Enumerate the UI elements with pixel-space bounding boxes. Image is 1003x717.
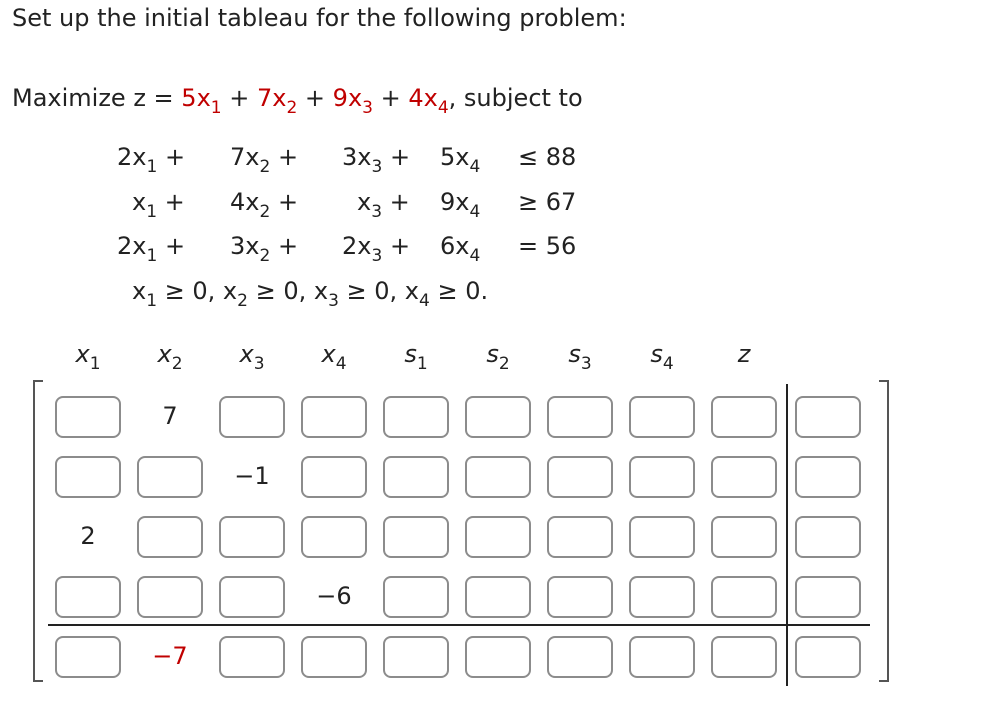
constraint-2-term-3: $x_3$ + <box>357 188 410 222</box>
constraint-2-rhs: ≥ 67 <box>518 188 577 216</box>
tableau-input-r4c5[interactable] <box>465 636 531 678</box>
objective-suffix: , subject to <box>448 84 583 112</box>
obj-term-1-sub: 1 <box>210 98 222 118</box>
constraint-2-term-4: $9x_4$ <box>440 188 481 222</box>
constraint-2-term-2: $4x_2$ + <box>230 188 299 222</box>
constraint-1-term-3: $3x_3$ + <box>342 143 411 177</box>
obj-term-1: 5x <box>181 84 211 112</box>
tableau-input-r3c8[interactable] <box>711 576 777 618</box>
tableau-input-r3c2[interactable] <box>219 576 285 618</box>
obj-sep-1: + <box>221 84 257 112</box>
tableau-input-r4c7[interactable] <box>629 636 695 678</box>
given-value-r2c0: 2 <box>80 522 96 550</box>
tableau-input-r0c5[interactable] <box>465 396 531 438</box>
constraint-1-rhs: ≤ 88 <box>518 143 577 171</box>
tableau-input-r0c3[interactable] <box>301 396 367 438</box>
header-z: z <box>737 340 751 368</box>
tableau-input-r3c4[interactable] <box>383 576 449 618</box>
constraint-3-term-4: $6x_4$ <box>440 232 481 266</box>
tableau-input-r2c2[interactable] <box>219 516 285 558</box>
tableau-input-r2c4[interactable] <box>383 516 449 558</box>
tableau-input-r1c3[interactable] <box>301 456 367 498</box>
constraint-1-term-2: $7x_2$ + <box>230 143 299 177</box>
tableau-input-r4c0[interactable] <box>55 636 121 678</box>
tableau-input-r1c1[interactable] <box>137 456 203 498</box>
tableau-input-r0c9[interactable] <box>795 396 861 438</box>
instruction-text: Set up the initial tableau for the following problem: <box>12 4 627 32</box>
given-value-r1c2: −1 <box>234 462 270 490</box>
tableau-input-r1c6[interactable] <box>547 456 613 498</box>
tableau-input-r4c9[interactable] <box>795 636 861 678</box>
rhs-divider-line <box>786 384 788 686</box>
obj-term-3: 9x <box>332 84 363 112</box>
constraint-2-term-1: $x_1$ + <box>132 188 185 222</box>
tableau-input-r4c4[interactable] <box>383 636 449 678</box>
tableau-input-r0c2[interactable] <box>219 396 285 438</box>
objective-prefix: Maximize z = <box>12 84 182 112</box>
tableau-input-r2c5[interactable] <box>465 516 531 558</box>
header-s3: $s_3$ <box>568 340 592 374</box>
tableau-input-r3c7[interactable] <box>629 576 695 618</box>
tableau-input-r2c3[interactable] <box>301 516 367 558</box>
obj-term-4: 4x <box>408 84 438 112</box>
constraint-3-term-2: $3x_2$ + <box>230 232 299 266</box>
header-x2: $x_2$ <box>157 340 183 374</box>
tableau-input-r0c7[interactable] <box>629 396 695 438</box>
tableau-input-r3c5[interactable] <box>465 576 531 618</box>
constraint-1-term-1: $2x_1$ + <box>117 143 186 177</box>
tableau-input-r3c0[interactable] <box>55 576 121 618</box>
tableau-input-r0c6[interactable] <box>547 396 613 438</box>
left-bracket <box>33 380 43 682</box>
header-s2: $s_2$ <box>486 340 510 374</box>
tableau-input-r4c3[interactable] <box>301 636 367 678</box>
tableau-input-r1c9[interactable] <box>795 456 861 498</box>
obj-sep-3: + <box>372 84 409 112</box>
tableau-input-r1c5[interactable] <box>465 456 531 498</box>
header-x3: $x_3$ <box>239 340 265 374</box>
objective-function <box>12 84 583 118</box>
tableau-input-r1c7[interactable] <box>629 456 695 498</box>
right-bracket <box>879 380 889 682</box>
tableau-input-r4c8[interactable] <box>711 636 777 678</box>
tableau-input-r1c8[interactable] <box>711 456 777 498</box>
given-value-r3c3: −6 <box>316 582 352 610</box>
obj-term-4-sub: 4 <box>437 98 449 118</box>
tableau-input-r3c6[interactable] <box>547 576 613 618</box>
constraint-1-term-4: $5x_4$ <box>440 143 481 177</box>
given-value-r4c1: −7 <box>152 642 188 670</box>
tableau-input-r2c9[interactable] <box>795 516 861 558</box>
tableau-input-r3c9[interactable] <box>795 576 861 618</box>
header-x1: $x_1$ <box>75 340 101 374</box>
constraint-3-term-3: $2x_3$ + <box>342 232 411 266</box>
tableau-input-r0c8[interactable] <box>711 396 777 438</box>
tableau-input-r0c0[interactable] <box>55 396 121 438</box>
objective-row-divider <box>48 624 870 626</box>
tableau-input-r2c1[interactable] <box>137 516 203 558</box>
obj-sep-2: + <box>297 84 333 112</box>
tableau-input-r2c7[interactable] <box>629 516 695 558</box>
tableau-input-r1c0[interactable] <box>55 456 121 498</box>
given-value-r0c1: 7 <box>162 402 178 430</box>
constraint-3-term-1: $2x_1$ + <box>117 232 186 266</box>
constraint-3-rhs: = 56 <box>518 232 577 260</box>
tableau-input-r4c6[interactable] <box>547 636 613 678</box>
tableau-input-r2c8[interactable] <box>711 516 777 558</box>
obj-term-3-sub: 3 <box>362 98 373 118</box>
tableau-input-r0c4[interactable] <box>383 396 449 438</box>
header-s1: $s_1$ <box>404 340 428 374</box>
obj-term-2-sub: 2 <box>286 98 298 118</box>
tableau-input-r3c1[interactable] <box>137 576 203 618</box>
tableau-input-r4c2[interactable] <box>219 636 285 678</box>
tableau-input-r2c6[interactable] <box>547 516 613 558</box>
obj-term-2: 7x <box>256 84 287 112</box>
header-x4: $x_4$ <box>321 340 347 374</box>
nonnegativity-constraints: $x_1 \ge 0$, $x_2 \ge 0$, $x_3 \ge 0$, $x_4 \ge 0$. <box>132 277 489 311</box>
header-s4: $s_4$ <box>650 340 674 374</box>
tableau-input-r1c4[interactable] <box>383 456 449 498</box>
